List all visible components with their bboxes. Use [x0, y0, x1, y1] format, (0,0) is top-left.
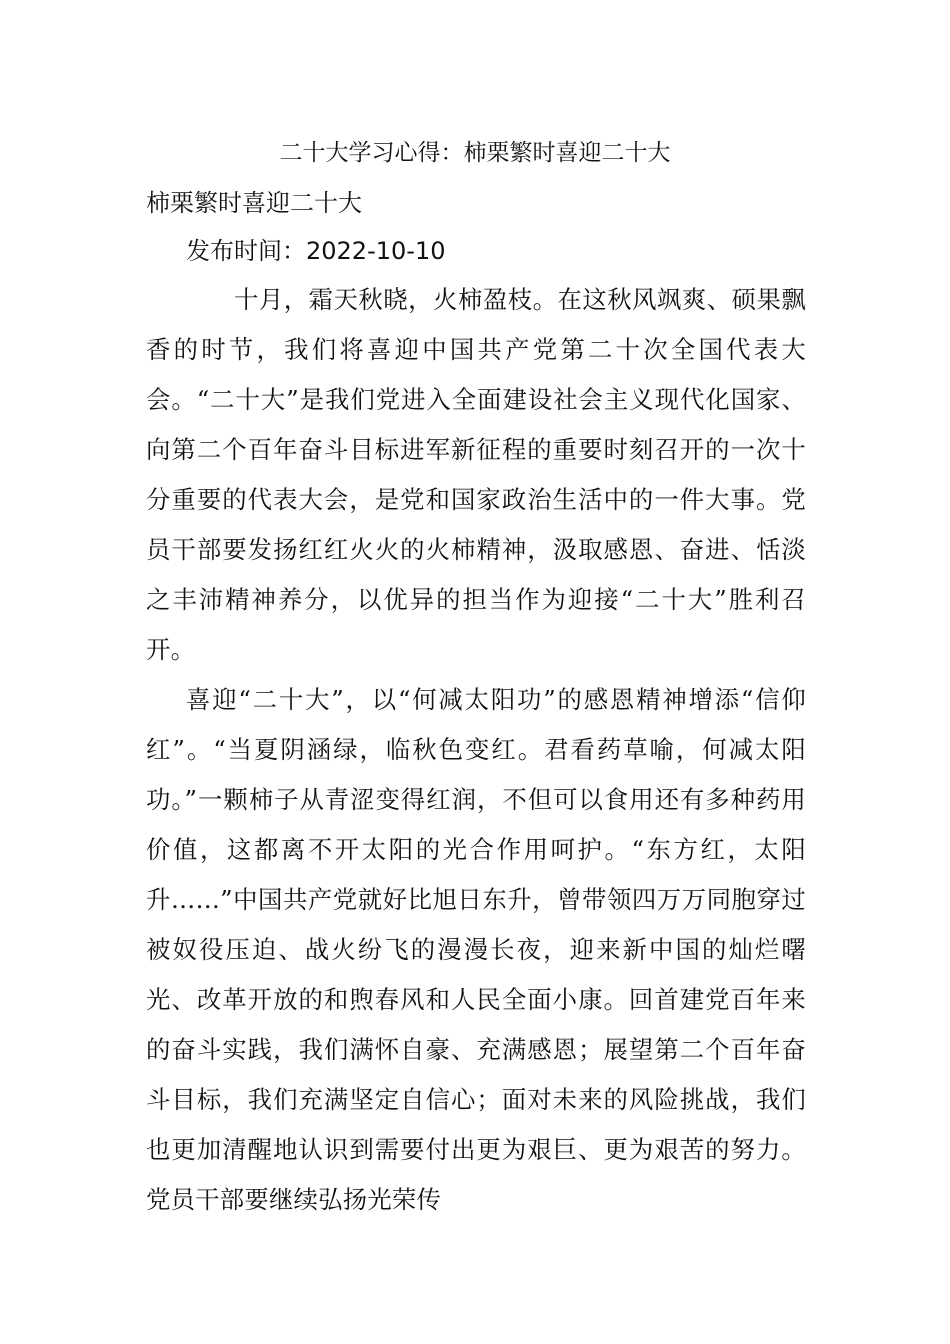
body-paragraph-1: 十月，霜天秋晓，火柿盈枝。在这秋风飒爽、硕果飘香的时节，我们将喜迎中国共产党第二十次全国代表大会。“二十大”是我们党进入全面建设社会主义现代化国家、向第二个百年奋斗目标进军新征程的重要时刻召开的一次十分重要的代表大会，是党和国家政治生活中的一件大事。党员干部要发扬红红火火的火柿精神，汲取感恩、奋进、恬淡之丰沛精神养分，以优异的担当作为迎接“二十大”胜利召开。 [146, 285, 806, 664]
body-paragraph-2: 喜迎“二十大”，以“何减太阳功”的感恩精神增添“信仰红”。“当夏阴涵绿，临秋色变红。君看药草喻，何减太阳功。”一颗柿子从青涩变得红润，不但可以食用还有多种药用价值，这都离不开太阳的光合作用呵护。“东方红，太阳升……”中国共产党就好比旭日东升，曾带领四万万同胞穿过被奴役压迫、战火纷飞的漫漫长夜，迎来新中国的灿烂曙光、改革开放的和煦春风和人民全面小康。回首建党百年来的奋斗实践，我们满怀自豪、充满感恩；展望第二个百年奋斗目标，我们充满坚定自信心；面对未来的风险挑战，我们也更加清醒地认识到需要付出更为艰巨、更为艰苦的努力。党员干部要继续弘扬光荣传 [146, 685, 806, 1214]
document-subtitle: 柿栗繁时喜迎二十大 [146, 189, 362, 217]
document-title: 二十大学习心得：柿栗繁时喜迎二十大 [279, 140, 671, 166]
publish-date-value: 2022-10-10 [306, 237, 446, 265]
publish-date-label: 发布时间： [186, 237, 306, 265]
publish-date [186, 234, 445, 268]
